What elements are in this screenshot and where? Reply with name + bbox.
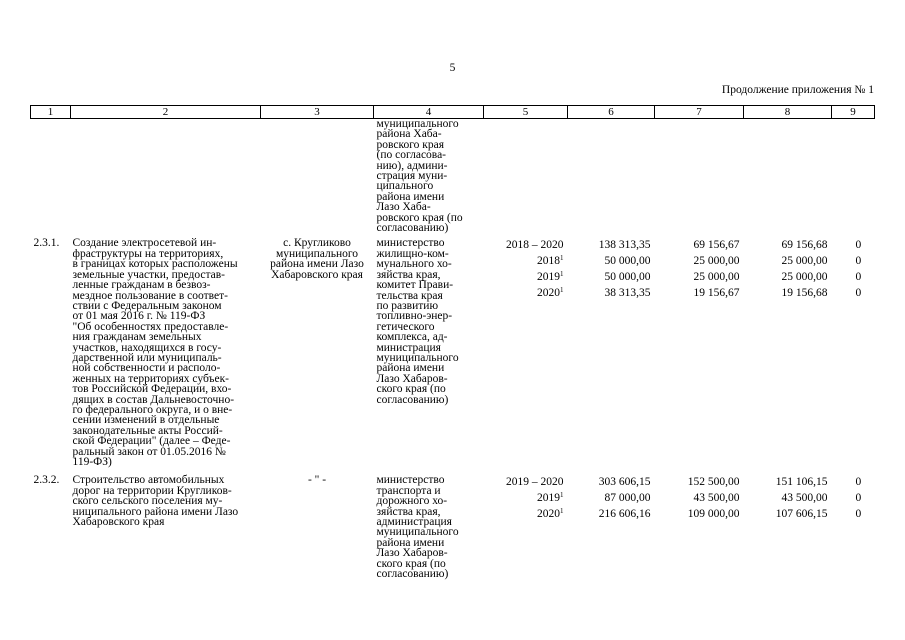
text-line: согласованию)	[376, 393, 449, 406]
amount: 107 606,15	[775, 508, 828, 520]
text-line: ствии с Федеральным законом	[72, 299, 222, 312]
amount: 25 000,00	[781, 271, 828, 284]
amount: 50 000,00	[604, 271, 651, 284]
text-line: ской Федерации" (далее – Феде-	[72, 435, 231, 448]
period-year: 2018 – 2020	[506, 239, 564, 252]
period-year: 2019 – 2020	[506, 476, 564, 489]
text-line: тельства края	[376, 289, 443, 302]
period-year: 2020	[537, 508, 560, 520]
text-line: женных на территориях субъек-	[72, 372, 230, 385]
text-line: ния гражданам земельных	[72, 331, 202, 344]
amount: 25 000,00	[781, 255, 828, 268]
total-cell	[568, 233, 655, 467]
footnote-mark: 1	[560, 507, 564, 515]
text-line: законодательные акты Россий-	[72, 424, 223, 437]
text-line: гетического	[376, 320, 435, 333]
text-line: комитет Прави-	[376, 279, 454, 292]
location-cell	[261, 233, 374, 467]
text-line: тов Российской Федерации, вхо-	[72, 383, 232, 396]
text-line: Строительство автомобильных	[72, 474, 225, 487]
amount: 19 156,68	[781, 286, 828, 299]
text-line: ровского края (по	[376, 211, 463, 224]
col9-cell	[832, 233, 875, 467]
text-line: муниципального	[376, 118, 459, 130]
period-year: 2018	[537, 255, 560, 268]
header-col-9: 9	[832, 106, 875, 119]
amount: 50 000,00	[604, 255, 651, 268]
text-line: "Об особенностях предоставле-	[72, 320, 229, 333]
text-line: Лазо Хабаров-	[376, 372, 448, 385]
period-line	[487, 238, 564, 254]
text-line: зяйства края,	[376, 505, 441, 518]
text-line: комплекса, ад-	[376, 331, 448, 344]
text-line: района Хаба-	[376, 128, 442, 141]
text-line: дорог на территории Кругликов-	[72, 484, 232, 497]
text-line: ского сельского поселения му-	[72, 495, 223, 508]
col8-cell	[744, 467, 832, 579]
text-line: (по согласова-	[376, 149, 447, 162]
amount: 109 000,00	[687, 508, 740, 520]
amount: 216 606,16	[598, 508, 651, 520]
col7-cell	[655, 467, 744, 579]
amount: 25 000,00	[693, 271, 740, 284]
text-line: 119-ФЗ)	[72, 456, 112, 468]
continuation-caption: Продолжение приложения № 1	[721, 84, 874, 96]
text-line: ленные гражданам в безвоз-	[72, 279, 211, 292]
text-line: ского края (по	[376, 383, 446, 396]
text-line: Хабаровского края	[72, 516, 165, 529]
footnote-mark: 1	[560, 285, 564, 294]
header-col-8: 8	[744, 106, 832, 119]
text-line: мездное пользование в соответ-	[72, 289, 228, 302]
text-line: нию), админи-	[376, 159, 448, 172]
period-year: 2019	[537, 271, 560, 284]
row-number: 2.3.2.	[33, 474, 60, 487]
amount: 19 156,67	[693, 286, 740, 299]
header-row	[31, 106, 875, 119]
text-line: участков, находящихся в госу-	[72, 341, 222, 354]
amount: 303 606,15	[598, 476, 651, 489]
text-line: зяйства края,	[376, 268, 441, 281]
text-line: согласованию)	[376, 222, 449, 235]
text-line: района имени Лазо	[270, 258, 364, 271]
text-line: от 01 мая 2016 г. № 119-ФЗ	[72, 310, 206, 323]
text-line: муниципального	[275, 247, 359, 260]
text-line: ровского края	[376, 138, 445, 151]
text-line: страция муни-	[376, 170, 448, 183]
text-line: - " -	[307, 474, 327, 487]
amount: 43 500,00	[693, 492, 740, 505]
text-line: ральный закон от 01.05.2016 №	[72, 445, 226, 458]
period-line	[487, 286, 564, 302]
amount: 43 500,00	[781, 492, 828, 505]
text-line: Создание электросетевой ин-	[72, 237, 217, 250]
footnote-mark: 1	[560, 270, 564, 279]
text-line: министерство	[376, 237, 445, 250]
text-line: Лазо Хабаров-	[376, 547, 448, 560]
table-row	[31, 467, 875, 579]
header-col-7: 7	[655, 106, 744, 119]
period-line	[487, 491, 564, 507]
text-line: мунального хо-	[376, 258, 452, 271]
text-line: дорожного хо-	[376, 495, 448, 508]
header-col-6: 6	[568, 106, 655, 119]
col9-cell	[832, 467, 875, 579]
amount: 152 500,00	[687, 476, 740, 489]
amount: 0	[855, 271, 862, 284]
period-cell	[484, 233, 568, 467]
text-line: топливно-энер-	[376, 310, 453, 323]
text-line: дарственной или муниципаль-	[72, 351, 222, 364]
text-line: фраструктуры на территориях,	[72, 247, 224, 260]
continued-executor-cell	[374, 119, 484, 234]
amount: 151 106,15	[775, 476, 828, 489]
text-line: с. Кругликово	[283, 237, 351, 250]
continued-row	[31, 119, 875, 234]
header-col-3: 3	[261, 106, 374, 119]
amount: 0	[855, 508, 862, 520]
text-line: ной собственности и располо-	[72, 362, 221, 375]
text-line: дящих в состав Дальневосточно-	[72, 393, 235, 406]
header-col-1: 1	[31, 106, 71, 119]
table-row	[31, 233, 875, 467]
location-cell	[261, 467, 374, 579]
text-line: согласованию)	[376, 568, 449, 581]
footnote-mark: 1	[560, 491, 564, 500]
amount: 38 313,35	[604, 286, 651, 299]
appendix-table-wrapper	[30, 105, 875, 579]
amount: 0	[855, 476, 862, 489]
amount: 69 156,67	[693, 239, 740, 252]
amount: 0	[855, 239, 862, 252]
row-number: 2.3.1.	[33, 237, 60, 250]
amount: 25 000,00	[693, 255, 740, 268]
text-line: сении изменений в отдельные	[72, 414, 220, 427]
text-line: ципального	[376, 180, 434, 193]
col8-cell	[744, 233, 832, 467]
total-cell	[568, 467, 655, 579]
amount: 0	[855, 255, 862, 268]
amount: 138 313,35	[598, 239, 651, 252]
text-line: администрация	[376, 516, 452, 529]
measure-name-cell	[71, 467, 261, 579]
period-cell	[484, 467, 568, 579]
text-line: по развитию	[376, 299, 439, 312]
amount: 0	[855, 286, 862, 299]
text-line: жилищно-ком-	[376, 247, 449, 260]
period-line	[487, 270, 564, 286]
text-line: района имени	[376, 190, 445, 203]
text-line: района имени	[376, 362, 445, 375]
text-line: в границах которых расположены	[72, 258, 238, 271]
text-line: ского края (по	[376, 557, 446, 570]
text-line: транспорта и	[376, 484, 441, 497]
executor-cell	[374, 233, 484, 467]
text-line: го федерального округа, и о вне-	[72, 403, 233, 416]
period-line	[487, 507, 564, 523]
amount: 0	[855, 492, 862, 505]
text-line: муниципального	[376, 351, 459, 364]
executor-cell	[374, 467, 484, 579]
col7-cell	[655, 233, 744, 467]
header-col-4: 4	[374, 106, 484, 119]
header-col-2: 2	[71, 106, 261, 119]
amount: 87 000,00	[604, 492, 651, 505]
text-line: муниципального	[376, 526, 459, 539]
text-line: министерство	[376, 474, 445, 487]
text-line: земельные участки, предостав-	[72, 268, 226, 281]
page-number: 5	[449, 62, 456, 74]
period-year: 2020	[537, 286, 560, 299]
text-line: ниципального района имени Лазо	[72, 505, 239, 518]
period-line	[487, 475, 564, 491]
appendix-table	[30, 105, 875, 579]
footnote-mark: 1	[560, 254, 564, 263]
text-line: министрация	[376, 341, 441, 354]
measure-name-cell	[71, 233, 261, 467]
text-line: Хабаровского края	[271, 268, 363, 281]
text-line: Лазо Хаба-	[376, 201, 431, 214]
period-line	[487, 254, 564, 270]
period-year: 2019	[537, 492, 560, 505]
amount: 69 156,68	[781, 239, 828, 252]
header-col-5: 5	[484, 106, 568, 119]
text-line: района имени	[376, 536, 445, 549]
